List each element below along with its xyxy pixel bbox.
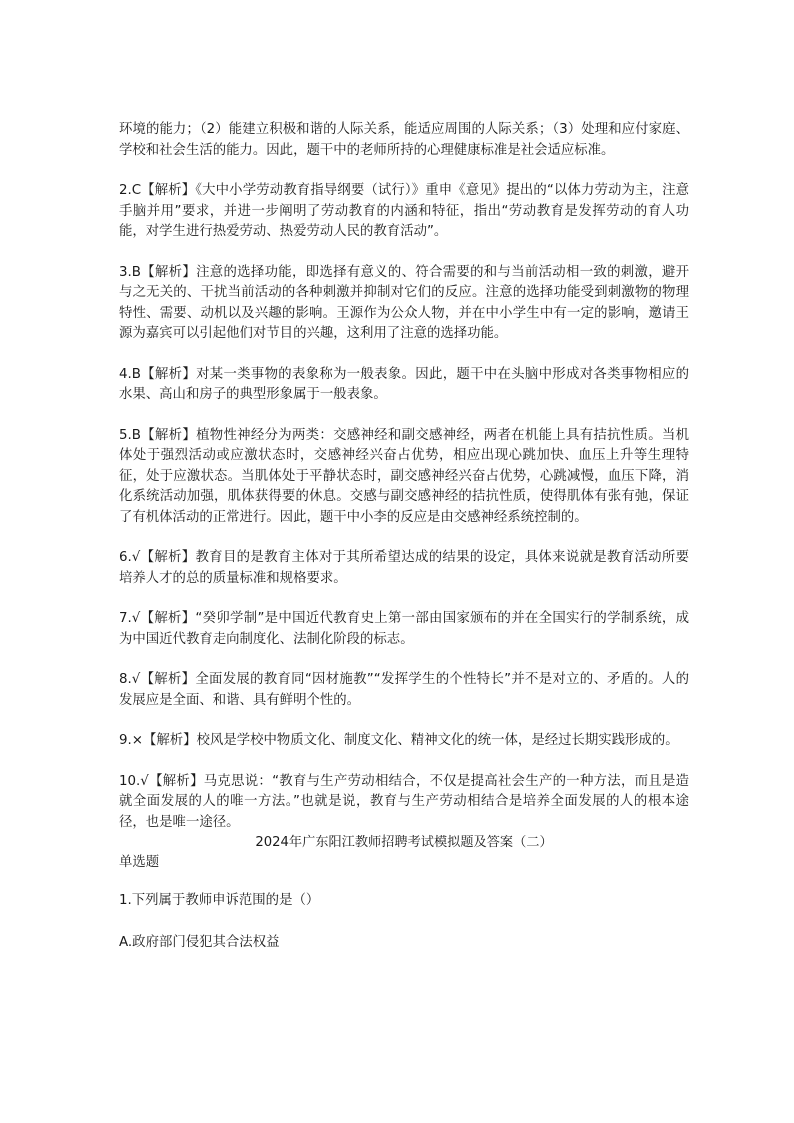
answer-paragraph-6: 6.√【解析】教育目的是教育主体对于其所希望达成的结果的设定，具体来说就是教育活动所要培养人才的总的质量标准和规格要求。 (119, 550, 689, 586)
answer-paragraph-3: 3.B【解析】注意的选择功能，即选择有意义的、符合需要的和与当前活动相一致的刺激，避开与之无关的、干扰当前活动的各种刺激并抑制对它们的反应。注意的选择功能受到刺激物的物理特性、需要、动机以及兴趣的影响。王源作为公众人物，并在中小学生中有一定的影响，邀请王源为嘉宾可以引起他们对节目的兴趣，这利用了注意的选择功能。 (119, 264, 689, 341)
document-content (119, 120, 689, 975)
answer-paragraph-5: 5.B【解析】植物性神经分为两类：交感神经和副交感神经，两者在机能上具有拮抗性质。当机体处于强烈活动或应激状态时，交感神经兴奋占优势，相应出现心跳加快、血压上升等生理特征，处于应激状态。当肌体处于平静状态时，副交感神经兴奋占优势，心跳减慢，血压下降，消化系统活动加强，肌体获得要的休息。交感与副交感神经的拮抗性质，使得肌体有张有弛，保证了有机体活动的正常进行。因此，题干中小李的反应是由交感神经系统控制的。 (119, 427, 689, 525)
answer-paragraph-8: 8.√【解析】全面发展的教育同“因材施教”“发挥学生的个性特长”并不是对立的、矛盾的。人的发展应是全面、和谐、具有鲜明个性的。 (119, 672, 689, 708)
answer-paragraph-4: 4.B【解析】对某一类事物的表象称为一般表象。因此，题干中在头脑中形成对各类事物相应的水果、高山和房子的典型形象属于一般表象。 (119, 366, 689, 402)
question-1: 1.下列属于教师申诉范围的是（） (119, 893, 320, 908)
question-1-option-a: A.政府部门侵犯其合法权益 (119, 935, 280, 950)
answer-paragraph-9: 9.×【解析】校风是学校中物质文化、制度文化、精神文化的统一体，是经过长期实践形成的。 (119, 733, 679, 748)
answer-paragraph-10: 10.√【解析】马克思说：“教育与生产劳动相结合，不仅是提高社会生产的一种方法，而且是造就全面发展的人的唯一方法。”也就是说，教育与生产劳动相结合是培养全面发展的人的根本途径，也是唯一途径。 (119, 773, 689, 830)
section-label: 单选题 (119, 855, 160, 870)
answer-paragraph-7: 7.√【解析】“癸卯学制”是中国近代教育史上第一部由国家颁布的并在全国实行的学制系统，成为中国近代教育走向制度化、法制化阶段的标志。 (119, 611, 689, 647)
answer-paragraph-continued: 环境的能力；（2）能建立积极和谐的人际关系，能适应周围的人际关系；（3）处理和应付家庭、学校和社会生活的能力。因此，题干中的老师所持的心理健康标准是社会适应标准。 (119, 122, 689, 158)
answer-paragraph-2: 2.C【解析】《大中小学劳动教育指导纲要（试行）》重申《意见》提出的“以体力劳动为主，注意手脑并用”要求，并进一步阐明了劳动教育的内涵和特征，指出“劳动教育是发挥劳动的育人功能，对学生进行热爱劳动、热爱劳动人民的教育活动”。 (119, 183, 689, 239)
exam-title: 2024年广东阳江教师招聘考试模拟题及答案（二） (255, 835, 553, 850)
